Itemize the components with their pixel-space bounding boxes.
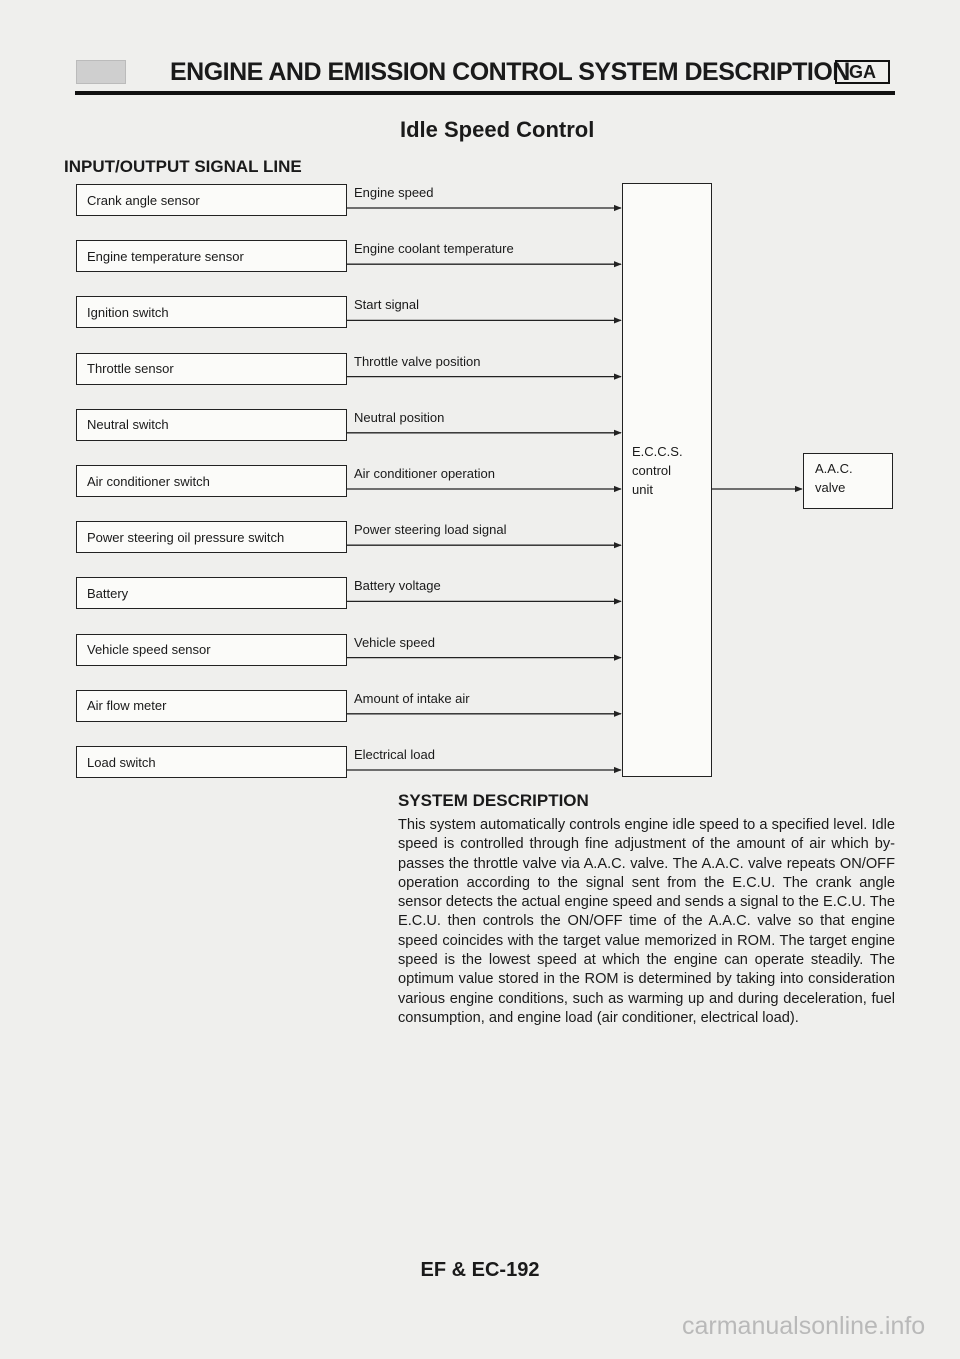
input-sensor-box: Air flow meter: [76, 690, 347, 722]
input-signal-label: Amount of intake air: [354, 690, 470, 706]
section-title: Idle Speed Control: [400, 117, 595, 142]
io-title: INPUT/OUTPUT SIGNAL LINE: [64, 157, 302, 176]
input-sensor-box: Load switch: [76, 746, 347, 778]
input-signal-label: Battery voltage: [354, 578, 441, 594]
input-signal-label: Engine speed: [354, 185, 434, 200]
aac-valve-line2: valve: [815, 480, 846, 495]
input-sensor-box: Ignition switch: [76, 296, 347, 328]
input-signal-label: Throttle valve position: [354, 353, 481, 369]
input-sensor-box: Throttle sensor: [76, 353, 347, 385]
input-sensor-box: Vehicle speed sensor: [76, 634, 347, 666]
aac-valve-line1: A.A.C.: [815, 461, 853, 476]
system-description-body: This system automatically controls engine idle speed to a specified level. Idle speed is controlled through fine adjustment of the amount of air which by-passes the throttle valve via A.A.C. valve. The A.A.C. valve repeats ON/OFF operation according to the signal sent from the E.C.U. The crank angle sensor detects the actual engine speed and sends a signal to the E.C.U. The E.C.U. then controls the ON/OFF time of the A.A.C. valve so that engine speed coincides with the target value memorized in ROM. The target engine speed is the lowest speed at which the engine can operate steadily. The optimum value stored in the ROM is determined by taking into consideration various engine conditions, such as warming up and during deceleration, fuel consumption, and engine load (air conditioner, electrical load).: [398, 817, 895, 1026]
input-sensor-box: Neutral switch: [76, 409, 347, 441]
system-description-title: SYSTEM DESCRIPTION: [398, 791, 589, 810]
input-sensor-box: Air conditioner switch: [76, 465, 347, 497]
page-number: EF & EC-192: [420, 1259, 540, 1281]
input-sensor-box: Crank angle sensor: [76, 184, 347, 216]
input-signal-label: Power steering load signal: [354, 522, 507, 538]
input-signal-label: Vehicle speed: [354, 634, 435, 650]
input-signal-label: Neutral position: [354, 409, 445, 425]
ga-badge: GA: [835, 60, 890, 84]
watermark: carmanualsonline.info: [682, 1312, 926, 1340]
input-sensor-box: Engine temperature sensor: [76, 240, 347, 272]
input-signal-label: Electrical load: [354, 747, 435, 762]
ecu-label-line2: control: [632, 463, 672, 478]
input-sensor-box: Power steering oil pressure switch: [76, 521, 347, 553]
header-title: ENGINE AND EMISSION CONTROL SYSTEM DESCRIPTION: [170, 58, 850, 86]
input-signal-label: Air conditioner operation: [354, 466, 495, 481]
input-signal-label: Engine coolant temperature: [354, 241, 514, 257]
ecu-label-line3: unit: [632, 482, 653, 497]
aac-valve-box: [803, 453, 893, 509]
input-signal-label: Start signal: [354, 297, 420, 313]
ecu-label-line1: E.C.C.S.: [632, 444, 683, 459]
input-sensor-box: Battery: [76, 577, 347, 609]
ecu-label: [632, 442, 683, 499]
